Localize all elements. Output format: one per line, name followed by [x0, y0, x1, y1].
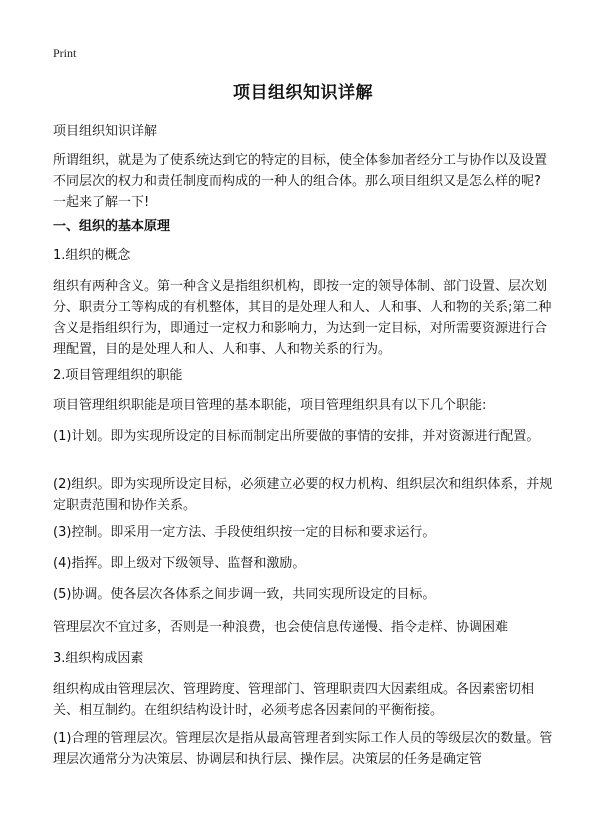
paragraph-composition-factors: 组织构成由管理层次、管理跨度、管理部门、管理职责四大因素组成。各因素密切相关、相互制约。在组织结构设计时，必须考虑各因素间的平衡衔接。: [53, 682, 535, 718]
list-item-function-command: (4)指挥。即上级对下级领导、监督和激励。: [53, 556, 306, 571]
subheading-composition-factors: 3.组织构成因素: [53, 651, 144, 666]
print-link[interactable]: Print: [53, 46, 77, 60]
list-item-function-planning: (1)计划。即为实现所设定的目标而制定出所要做的事情的安排，并对资源进行配置。: [53, 429, 540, 444]
list-item-function-organizing: (2)组织。即为实现所设定目标，必须建立必要的权力机构、组织层次和组织体系，并规定职责范围和协作关系。: [53, 477, 553, 513]
subheading-management-functions: 2.项目管理组织的职能: [53, 368, 183, 383]
paragraph-functions-intro: 项目管理组织职能是项目管理的基本职能，项目管理组织具有以下几个职能:: [53, 398, 487, 413]
section-heading-basic-principles: 一、组织的基本原理: [53, 219, 171, 234]
list-item-function-control: (3)控制。即采用一定方法、手段使组织按一定的目标和要求运行。: [53, 525, 436, 540]
intro-paragraph: 所谓组织，就是为了使系统达到它的特定的目标，使全体参加者经分工与协作以及设置不同层次的权力和责任制度而构成的一种人的组合体。那么项目组织又是怎么样的呢?一起来了解一下!: [53, 153, 548, 210]
list-item-factor-management-levels: (1)合理的管理层次。管理层次是指从最高管理者到实际工作人员的等级层次的数量。管理层次通常分为决策层、协调层和执行层、操作层。决策层的任务是确定管: [53, 731, 553, 767]
document-title: 项目组织知识详解: [233, 83, 373, 103]
subheading-organization-concept: 1.组织的概念: [53, 248, 131, 263]
list-item-function-coordination: (5)协调。使各层次各体系之间步调一致，共同实现所设定的目标。: [53, 587, 436, 602]
paragraph-organization-concept: 组织有两种含义。第一种含义是指组织机构，即按一定的领导体制、部门设置、层次划分、职责分工等构成的有机整体，其目的是处理人和人、人和事、人和物的关系;第二种含义是指组织行为，即通过一定权力和影响力，为达到一定目标，对所需要资源进行合理配置，目的是处理人和人、人和事、人和物关系的行为。: [53, 279, 552, 357]
paragraph-levels-note: 管理层次不宜过多，否则是一种浪费，也会使信息传递慢、指令走样、协调困难: [53, 620, 509, 635]
document-subtitle: 项目组织知识详解: [53, 124, 158, 139]
